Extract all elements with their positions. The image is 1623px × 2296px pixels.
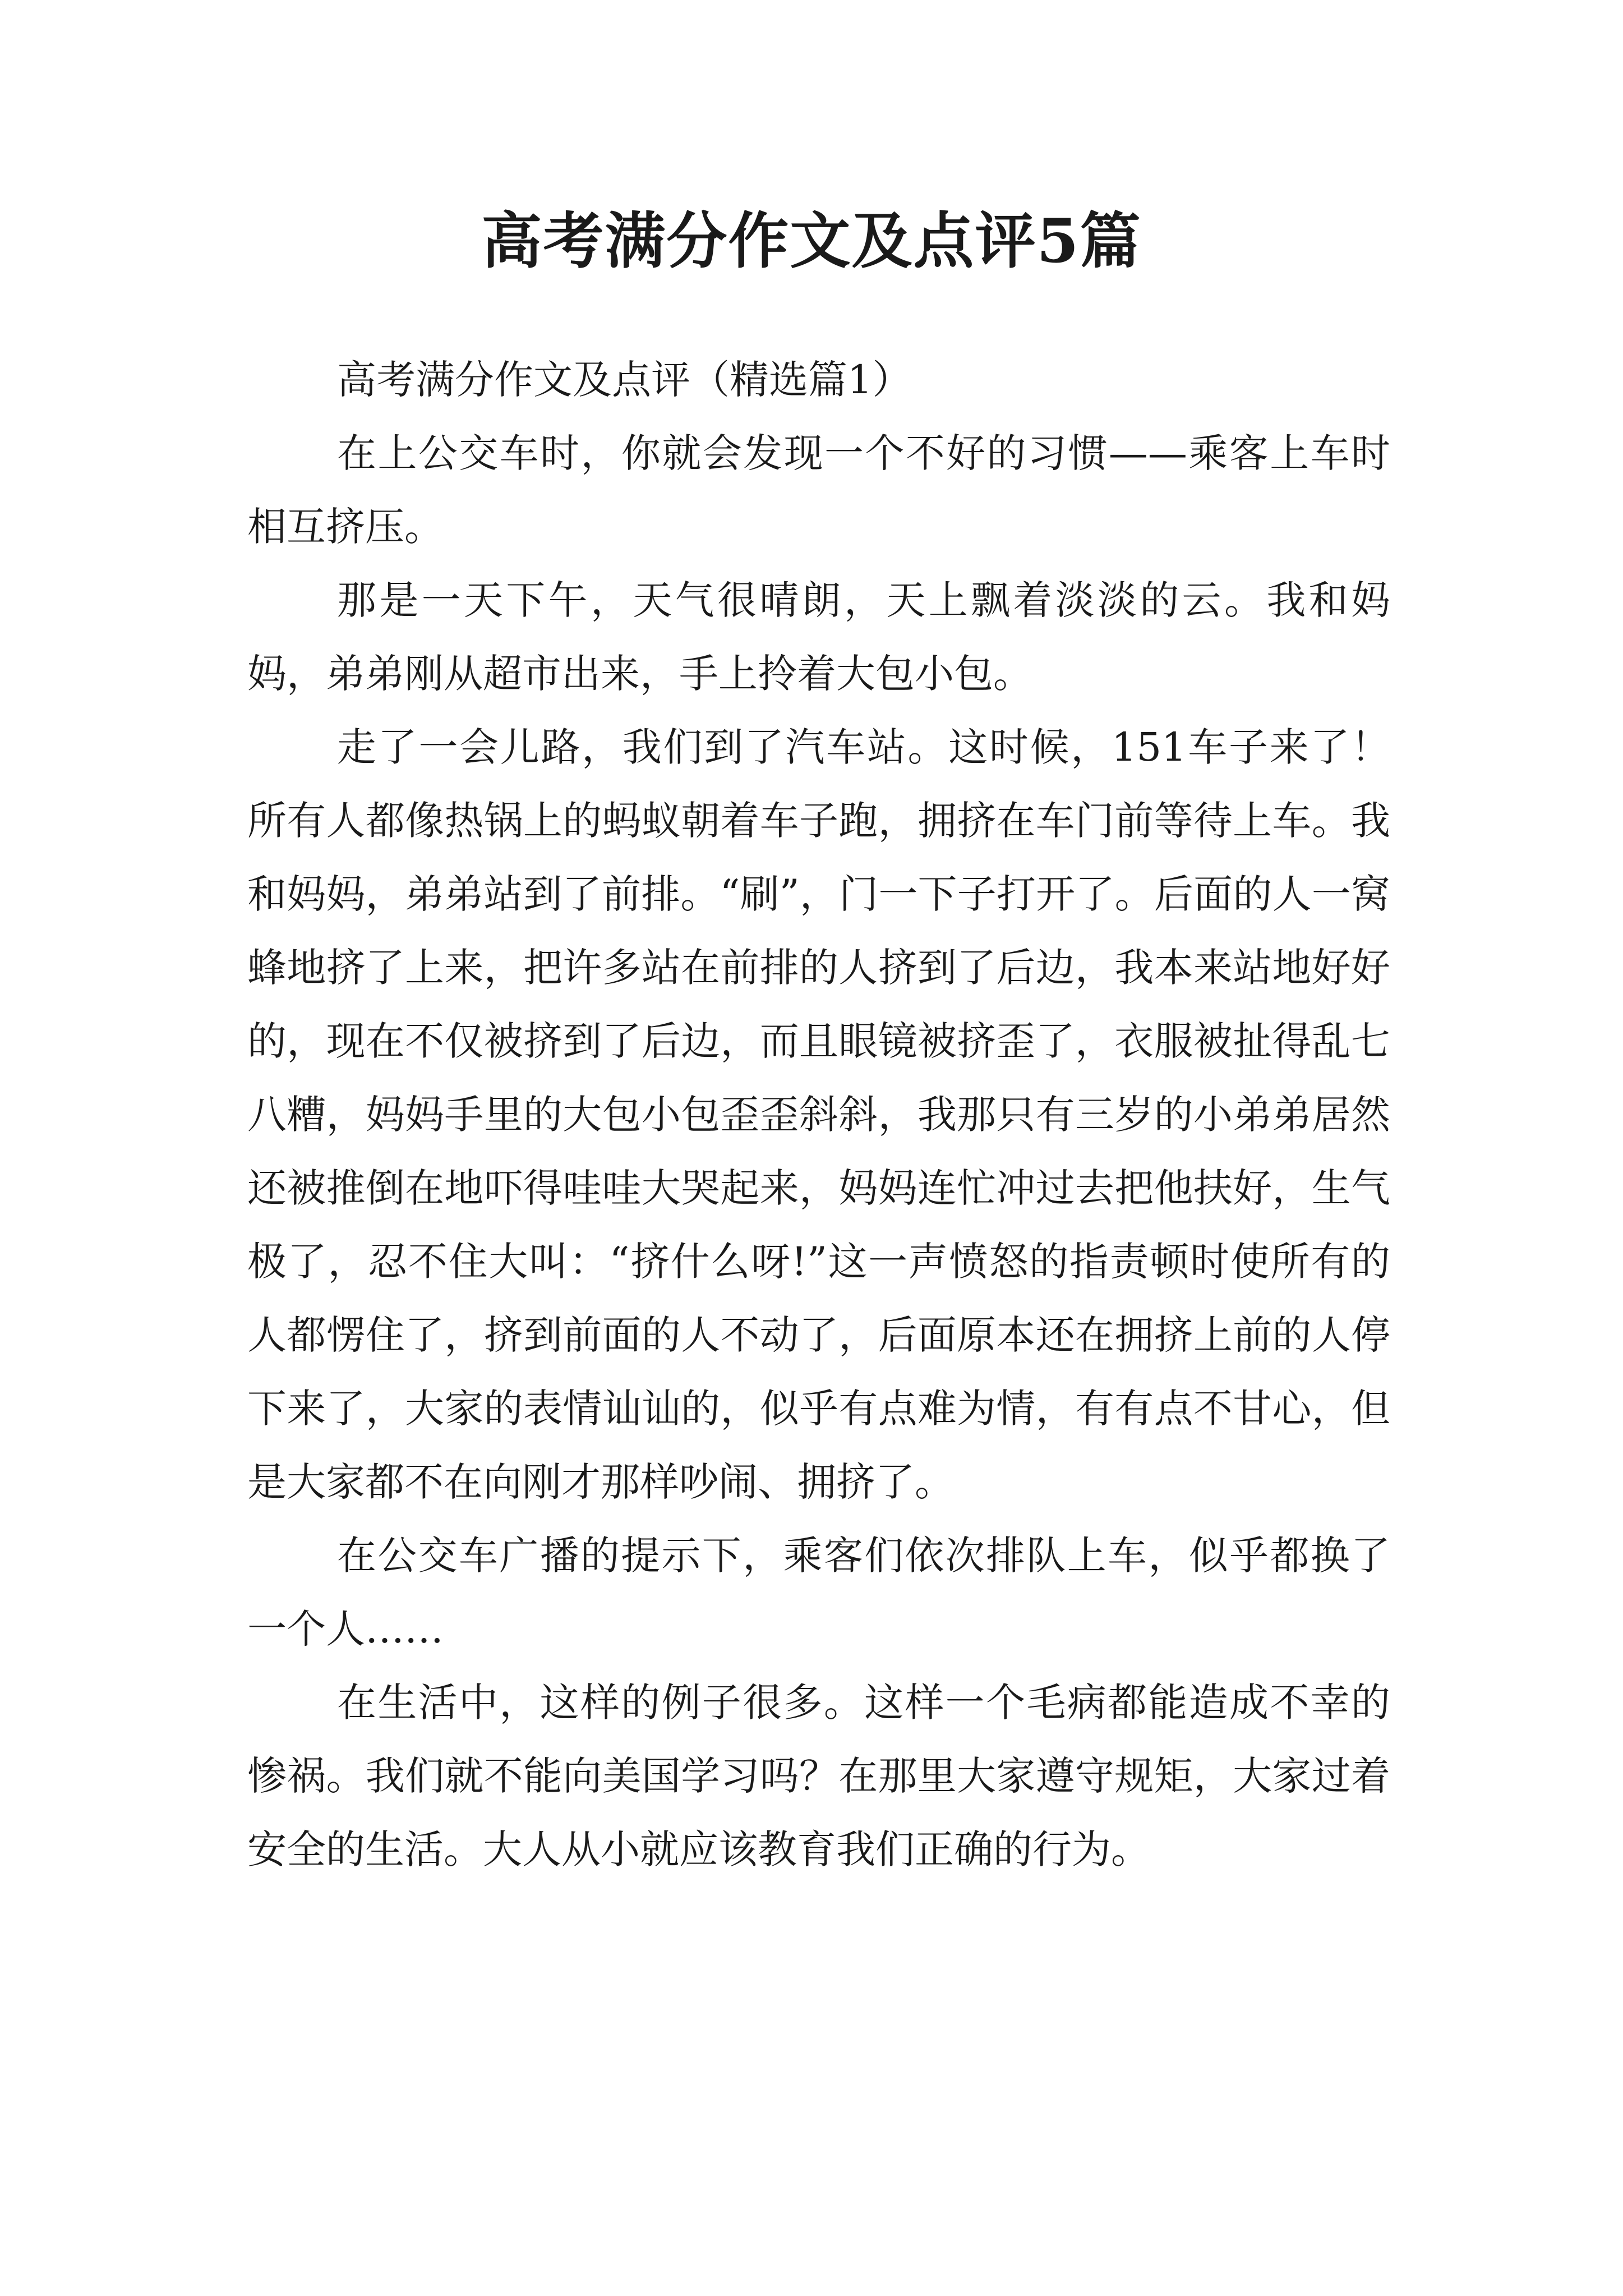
paragraph: 那是一天下午，天气很晴朗，天上飘着淡淡的云。我和妈妈，弟弟刚从超市出来，手上拎着大包小包。 (247, 577, 1390, 697)
paragraph-section-heading: 高考满分作文及点评（精选篇1） (337, 357, 912, 403)
paragraph: 在上公交车时，你就会发现一个不好的习惯——乘客上车时相互挤压。 (247, 430, 1390, 550)
paragraph: 在生活中，这样的例子很多。这样一个毛病都能造成不幸的惨祸。我们就不能向美国学习吗？在那里大家遵守规矩，大家过着安全的生活。大人从小就应该教育我们正确的行为。 (247, 1680, 1390, 1872)
document-title: 高考满分作文及点评5篇 (481, 206, 1142, 277)
paragraph: 走了一会儿路，我们到了汽车站。这时候，151车子来了！所有人都像热锅上的蚂蚁朝着车子跑，拥挤在车门前等待上车。我和妈妈，弟弟站到了前排。“刷”，门一下子打开了。后面的人一窝蜂地挤了上来，把许多站在前排的人挤到了后边，我本来站地好好的，现在不仅被挤到了后边，而且眼镜被挤歪了，衣服被扯得乱七八糟，妈妈手里的大包小包歪歪斜斜，我那只有三岁的小弟弟居然还被推倒在地吓得哇哇大哭起来，妈妈连忙冲过去把他扶好，生气极了，忍不住大叫：“挤什么呀!”这一声愤怒的指责顿时使所有的人都愣住了，挤到前面的人不动了，后面原本还在拥挤上前的人停下来了，大家的表情讪讪的，似乎有点难为情，有有点不甘心，但是大家都不在向刚才那样吵闹、拥挤了。 (247, 724, 1390, 1505)
paragraph: 在公交车广播的提示下，乘客们依次排队上车，似乎都换了一个人…… (247, 1533, 1390, 1652)
document-body (247, 343, 1390, 1887)
